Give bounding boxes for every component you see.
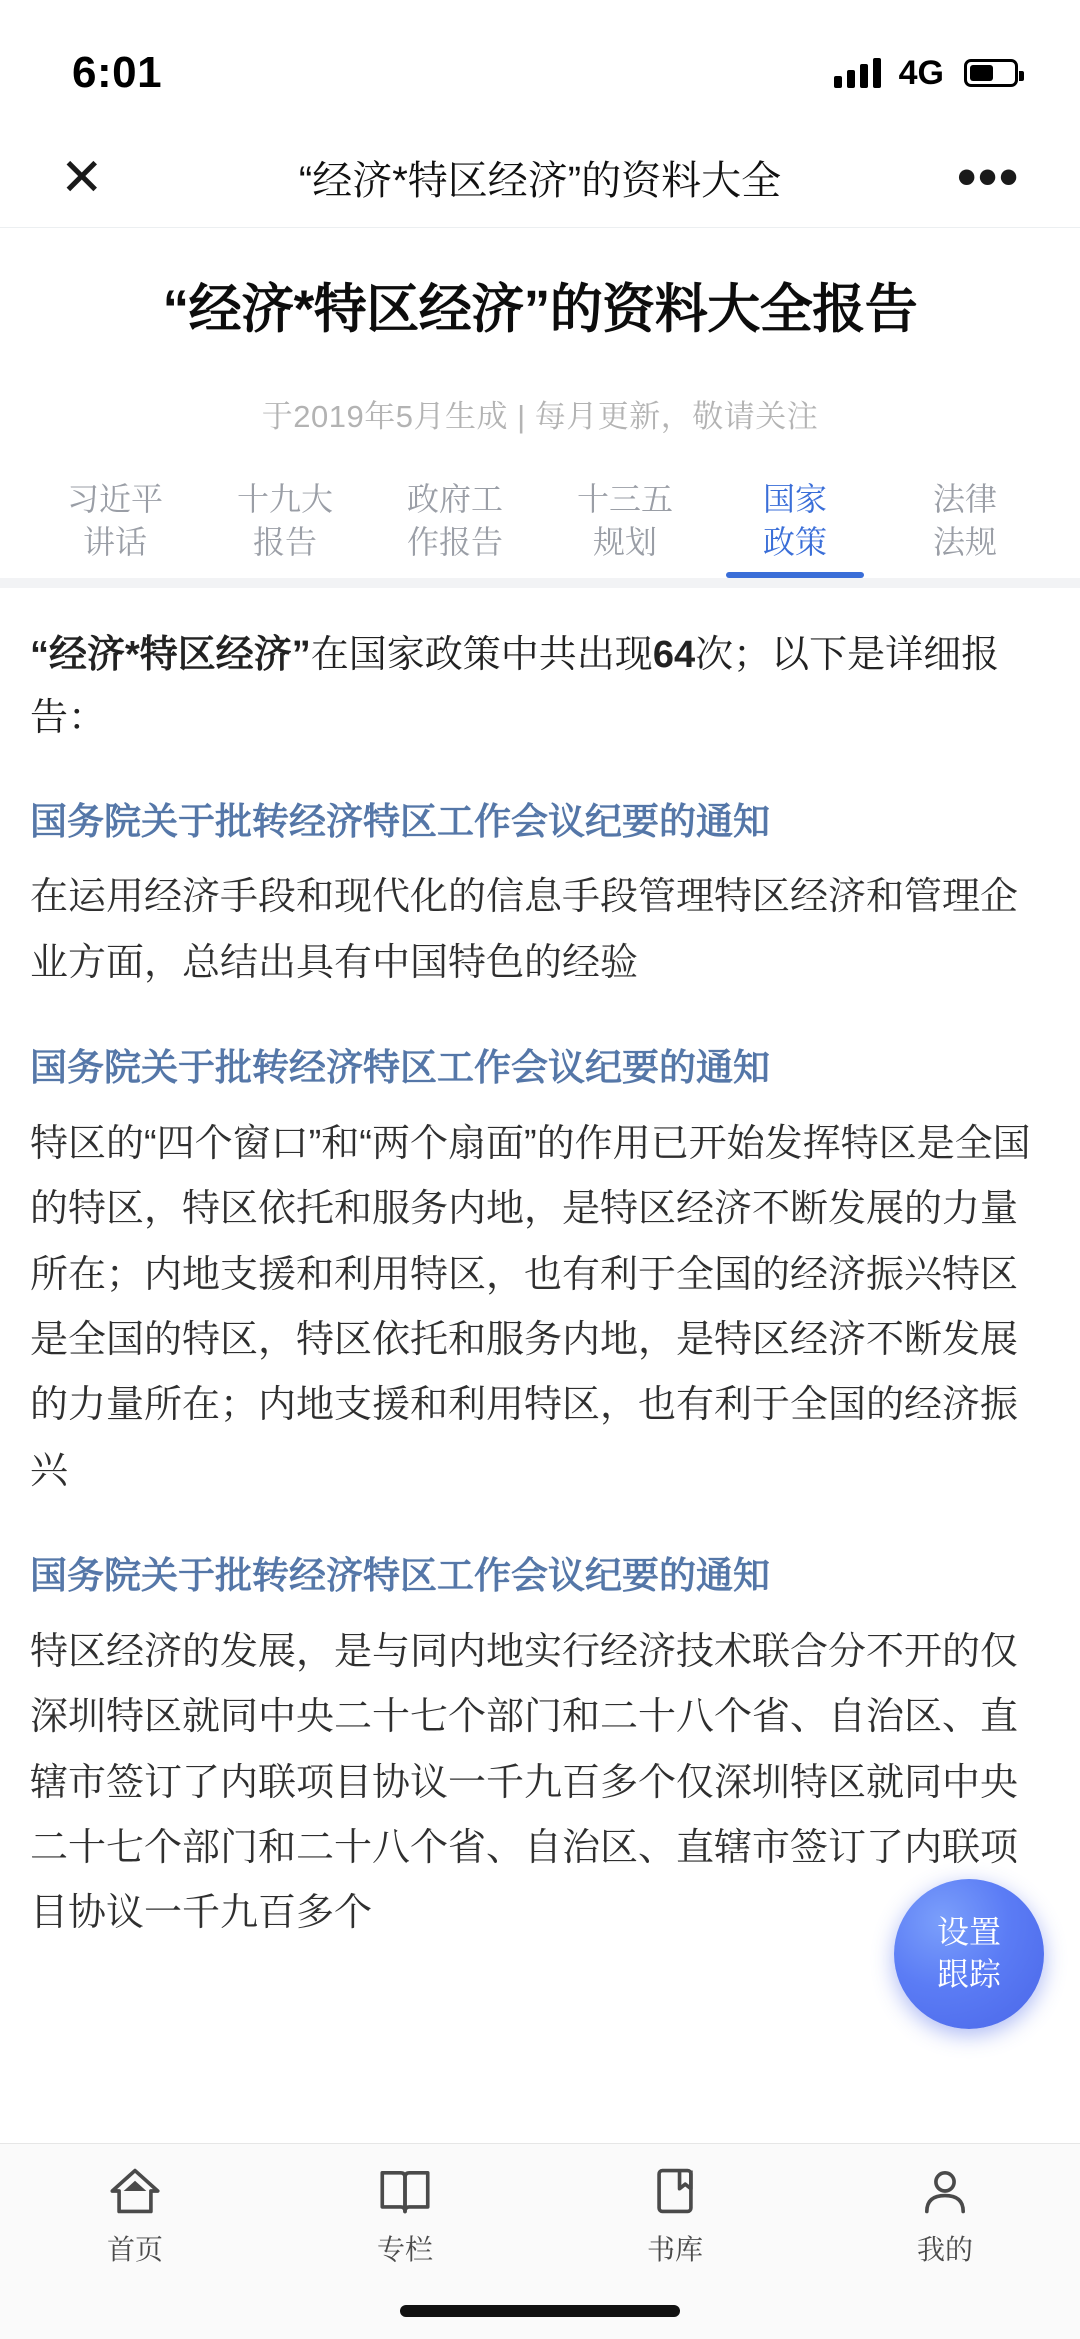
summary-middle: 在国家政策中共出现	[310, 634, 653, 677]
tab-13th-five-year-plan[interactable]	[540, 478, 710, 578]
home-icon	[107, 2166, 163, 2216]
tab-laws-regulations[interactable]	[880, 478, 1050, 578]
section-body: 在运用经济手段和现代化的信息手段管理特区经济和管理企业方面，总结出具有中国特色的经验	[30, 876, 1019, 984]
book-icon	[647, 2166, 703, 2216]
book-open-icon	[377, 2166, 433, 2216]
tab-label-line2: 规划	[592, 524, 657, 561]
tab-label-line1: 十三五	[576, 480, 673, 517]
summary-keyword: “经济*特区经济”	[30, 634, 311, 677]
section-title[interactable]: 国务院关于批转经济特区工作会议纪要的通知	[30, 800, 770, 842]
tab-19th-congress-report[interactable]	[200, 478, 370, 578]
tabbar-item-home[interactable]	[0, 2166, 270, 2268]
section-body: 特区经济的发展，是与同内地实行经济技术联合分不开的仅深圳特区就同中央二十七个部门和二十八个省、自治区、直辖市签订了内联项目协议一千九百多个仅深圳特区就同中央二十七个部门和二十八个省、自治区、直辖市签订了内联项目协议一千九百多个	[30, 1630, 1019, 1935]
set-tracking-button[interactable]	[894, 1879, 1044, 2029]
tabbar-label: 专栏	[376, 2234, 433, 2265]
tab-label-line2: 法规	[932, 524, 997, 561]
summary-count: 64	[652, 634, 696, 677]
tab-label-line1: 习近平	[66, 480, 163, 517]
article-title: “经济*特区经济”的资料大全报告	[162, 280, 918, 339]
summary-paragraph	[30, 624, 1050, 749]
fab-label-line1: 设置	[936, 1914, 1001, 1951]
page-title: “经济*特区经济”的资料大全	[298, 159, 782, 203]
tabbar-label: 首页	[106, 2234, 163, 2265]
tab-label-line2: 讲话	[82, 524, 147, 561]
tab-label-line1: 国家	[762, 480, 827, 517]
status-bar	[0, 0, 1080, 128]
more-horizontal-icon[interactable]: •••	[957, 147, 1020, 207]
tab-label-line1: 政府工	[406, 480, 503, 517]
tabbar-item-mine[interactable]	[810, 2166, 1080, 2268]
battery-icon	[964, 59, 1018, 87]
tab-label-line2: 报告	[252, 524, 317, 561]
summary-tail: 次；以下是详细报告：	[30, 634, 1000, 739]
status-time: 6:01	[72, 48, 163, 97]
user-icon	[917, 2166, 973, 2216]
tabbar-item-column[interactable]	[270, 2166, 540, 2268]
tab-government-work-report[interactable]	[370, 478, 540, 578]
tab-label-line2: 作报告	[406, 524, 503, 561]
tab-xijinping-speech[interactable]	[30, 478, 200, 578]
report-content	[0, 588, 1080, 1946]
article-header	[0, 228, 1080, 436]
signal-bars-icon	[834, 58, 881, 88]
tabbar-label: 书库	[646, 2234, 703, 2265]
navigation-bar	[0, 128, 1080, 228]
report-section	[30, 1550, 1050, 1947]
category-tabs	[0, 478, 1080, 588]
network-type-label: 4G	[898, 53, 944, 92]
tab-label-line2: 政策	[762, 524, 827, 561]
status-indicators	[834, 36, 1018, 93]
fab-label-line2: 跟踪	[936, 1956, 1001, 1992]
tabbar-label: 我的	[916, 2234, 973, 2265]
article-subtitle: 于2019年5月生成 | 每月更新，敬请关注	[261, 398, 819, 434]
report-section	[30, 796, 1050, 997]
tab-label-line1: 法律	[932, 480, 997, 517]
bottom-tab-bar	[0, 2143, 1080, 2339]
section-body: 特区的“四个窗口”和“两个扇面”的作用已开始发挥特区是全国的特区，特区依托和服务内地，是特区经济不断发展的力量所在；内地支援和利用特区，也有利于全国的经济振兴特区是全国的特区，特区依托和服务内地，是特区经济不断发展的力量所在；内地支援和利用特区，也有利于全国的经济振兴	[30, 1122, 1031, 1492]
tabbar-item-library[interactable]	[540, 2166, 810, 2268]
home-indicator[interactable]	[400, 2305, 680, 2317]
report-section	[30, 1042, 1050, 1504]
section-title[interactable]: 国务院关于批转经济特区工作会议纪要的通知	[30, 1555, 770, 1597]
tab-national-policy[interactable]	[710, 478, 880, 578]
tab-label-line1: 十九大	[236, 480, 333, 517]
close-icon[interactable]: ✕	[60, 148, 104, 207]
section-title[interactable]: 国务院关于批转经济特区工作会议纪要的通知	[30, 1047, 770, 1089]
